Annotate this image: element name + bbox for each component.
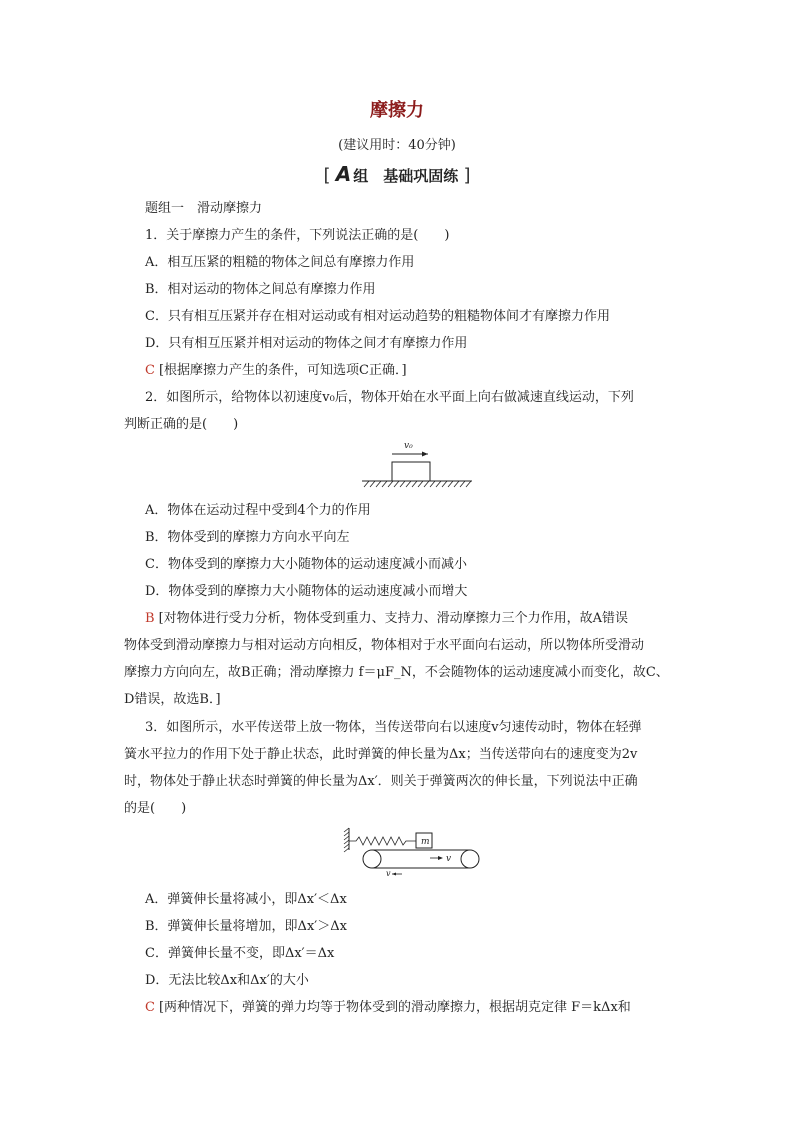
block <box>392 462 430 481</box>
group-heading <box>0 162 794 186</box>
q2-stem-line2: 判断正确的是( ) <box>124 417 239 432</box>
arrow-left-icon <box>392 873 396 876</box>
q2-explanation-line2: 物体受到滑动摩擦力与相对运动方向相反，物体相对于水平面向右运动，所以物体所受滑动 <box>124 638 645 653</box>
q2-explanation-line1 <box>145 607 628 626</box>
q2-figure <box>350 437 480 492</box>
q2-velocity-label: v₀ <box>404 441 413 451</box>
q3-option-b: B．弹簧伸长量将增加，即Δx′＞Δx <box>145 919 347 934</box>
q1-option-c: C．只有相互压紧并存在相对运动或有相对运动趋势的粗糙物体间才有摩擦力作用 <box>145 309 610 324</box>
q2-explanation-line3: 摩擦力方向向左，故B正确；滑动摩擦力 f＝μF_N，不会随物体的运动速度减小而变化，故C、 <box>124 665 669 680</box>
arrowhead-icon <box>422 452 428 457</box>
bracket-open: [ <box>323 165 331 186</box>
q2-stem-line1: 2．如图所示，给物体以初速度v₀后，物体开始在水平面上向右做减速直线运动，下列 <box>145 390 634 405</box>
q3-stem-line1: 3．如图所示，水平传送带上放一物体，当传送带向右以速度v匀速传动时，物体在轻弹 <box>145 720 642 735</box>
q3-explanation-line1 <box>145 996 631 1015</box>
q2-option-c: C．物体受到的摩擦力大小随物体的运动速度减小而减小 <box>145 557 467 572</box>
q1-option-d: D．只有相互压紧并相对运动的物体之间才有摩擦力作用 <box>145 336 468 351</box>
q2-option-d: D．物体受到的摩擦力大小随物体的运动速度减小而增大 <box>145 584 468 599</box>
ground-hatching <box>364 481 471 487</box>
q3-option-c: C．弹簧伸长量不变，即Δx′＝Δx <box>145 946 335 961</box>
q1-answer <box>145 359 407 378</box>
section-heading: 题组一 滑动摩擦力 <box>145 201 263 216</box>
arrow-right-icon <box>438 856 443 860</box>
q3-option-a: A．弹簧伸长量将减小，即Δx′＜Δx <box>145 892 347 907</box>
q2-option-a: A．物体在运动过程中受到4个力的作用 <box>145 503 371 518</box>
time-note: (建议用时：40分钟) <box>338 138 456 153</box>
block-mass-label: m <box>421 837 430 847</box>
bottom-velocity-label: v <box>386 869 391 878</box>
q2-explanation-text: [对物体进行受力分析，物体受到重力、支持力、滑动摩擦力三个力作用，故A错误 <box>158 611 629 626</box>
wall-hatching <box>344 828 349 852</box>
q1-option-b: B．相对运动的物体之间总有摩擦力作用 <box>145 282 376 297</box>
right-pulley <box>461 850 479 868</box>
q3-explanation-text: [两种情况下，弹簧的弹力均等于物体受到的滑动摩擦力，根据胡克定律 F＝kΔx和 <box>158 1000 631 1015</box>
q3-answer-letter: C <box>145 1000 155 1015</box>
q2-option-b: B．物体受到的摩擦力方向水平向左 <box>145 530 350 545</box>
q1-answer-letter: C <box>145 363 155 378</box>
left-pulley <box>363 850 381 868</box>
q3-stem-line3: 时，物体处于静止状态时弹簧的伸长量为Δx′．则关于弹簧两次的伸长量，下列说法中正确 <box>124 774 638 789</box>
top-velocity-label: v <box>446 854 452 864</box>
q1-explanation: [根据摩擦力产生的条件，可知选项C正确．] <box>158 363 407 378</box>
q3-option-d: D．无法比较Δx和Δx′的大小 <box>145 973 309 988</box>
bracket-close: ] <box>463 165 471 186</box>
q2-explanation-line4: D错误，故选B．] <box>124 692 221 707</box>
page-title: 摩擦力 <box>370 100 424 121</box>
q1-stem: 1．关于摩擦力产生的条件，下列说法正确的是( ) <box>145 228 450 243</box>
q2-answer-letter: B <box>145 611 155 626</box>
group-letter: A <box>335 162 352 186</box>
group-text: 组 基础巩固练 <box>353 167 459 185</box>
q1-option-a: A．相互压紧的粗糙的物体之间总有摩擦力作用 <box>145 255 415 270</box>
q3-stem-line4: 的是( ) <box>124 801 187 816</box>
q3-figure <box>342 824 484 878</box>
spring <box>349 837 416 845</box>
q3-stem-line2: 簧水平拉力的作用下处于静止状态，此时弹簧的伸长量为Δx；当传送带向右的速度变为2v <box>124 747 638 762</box>
